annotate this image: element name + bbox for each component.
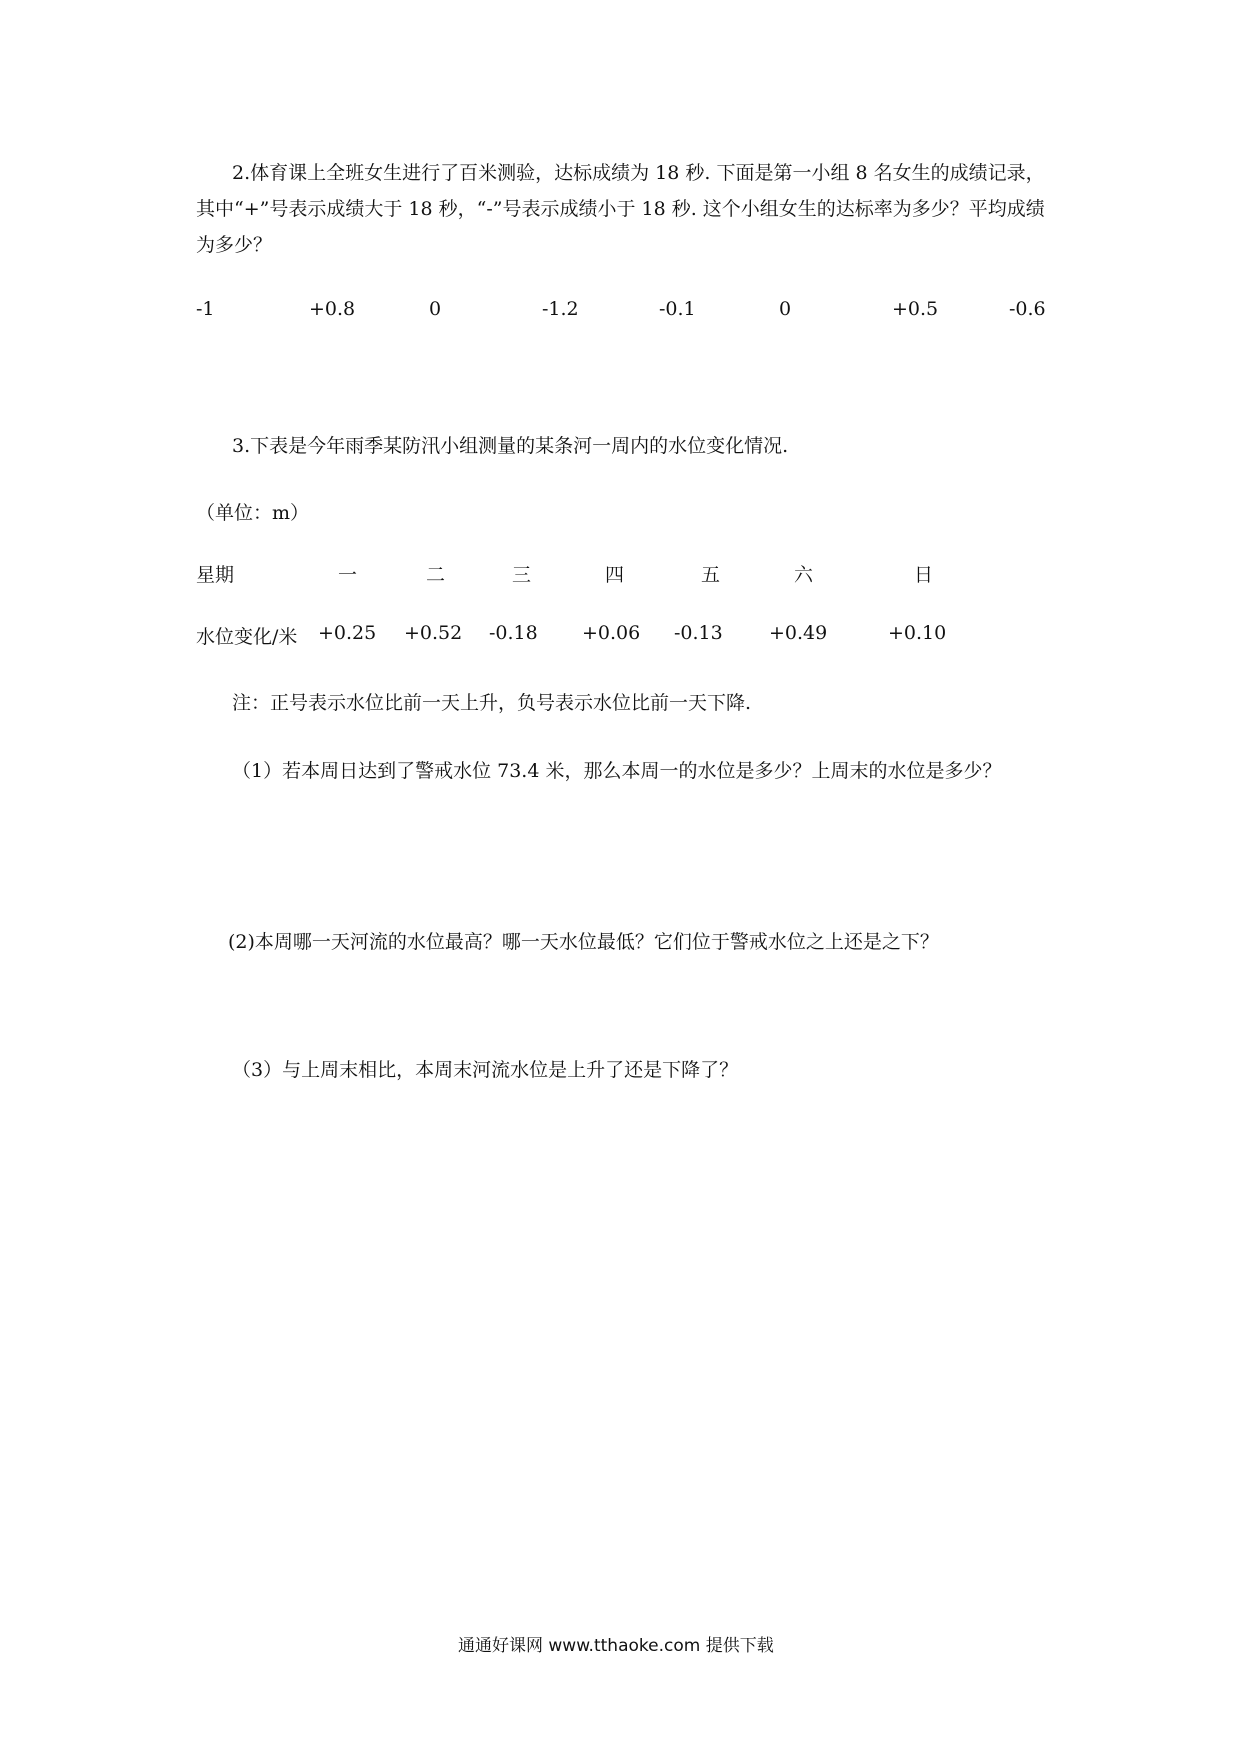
water-change-value: +0.06 [582,622,641,644]
score-value: 0 [429,298,442,320]
unit-label: （单位：m） [196,502,310,524]
page-footer: 通通好课网 www.tthaoke.com 提供下载 [458,1636,774,1656]
score-value: +0.8 [309,298,356,320]
sub-question-1: （1）若本周日达到了警戒水位 73.4 米，那么本周一的水位是多少？上周末的水位是多少？ [232,760,1002,782]
score-row [196,298,1060,328]
table-note: 注：正号表示水位比前一天上升，负号表示水位比前一天下降. [232,692,752,714]
water-change-value: -0.18 [489,622,538,644]
table-value-row [196,622,1060,652]
question-2-text: 2.体育课上全班女生进行了百米测验，达标成绩为 18 秒. 下面是第一小组 8 名女生的成绩记录，其中“+”号表示成绩大于 18 秒，“-”号表示成绩小于 18 秒. 这个小组女生的达标率为多少？平均成绩为多少？ [196,162,1045,256]
weekday-cell: 日 [914,564,934,586]
weekday-cell: 五 [701,564,721,586]
water-change-value: +0.10 [888,622,947,644]
score-value: -1 [196,298,215,320]
water-change-value: +0.49 [769,622,828,644]
score-value: -0.1 [659,298,696,320]
table-header-row [196,560,1060,590]
weekday-cell: 一 [338,564,358,586]
water-change-value: +0.25 [318,622,377,644]
score-value: +0.5 [892,298,939,320]
score-value: -0.6 [1009,298,1046,320]
sub-question-2: (2)本周哪一天河流的水位最高？哪一天水位最低？它们位于警戒水位之上还是之下？ [228,931,939,953]
weekday-cell: 三 [512,564,532,586]
weekday-label: 星期 [196,564,235,586]
weekday-cell: 六 [794,564,814,586]
water-change-label: 水位变化/米 [196,626,298,648]
weekday-cell: 二 [426,564,446,586]
sub-question-3: （3）与上周末相比，本周末河流水位是上升了还是下降了？ [232,1059,739,1081]
water-change-value: +0.52 [404,622,463,644]
score-value: -1.2 [542,298,579,320]
weekday-cell: 四 [605,564,625,586]
water-change-value: -0.13 [674,622,723,644]
question-3-intro: 3.下表是今年雨季某防汛小组测量的某条河一周内的水位变化情况. [232,435,789,457]
score-value: 0 [779,298,792,320]
